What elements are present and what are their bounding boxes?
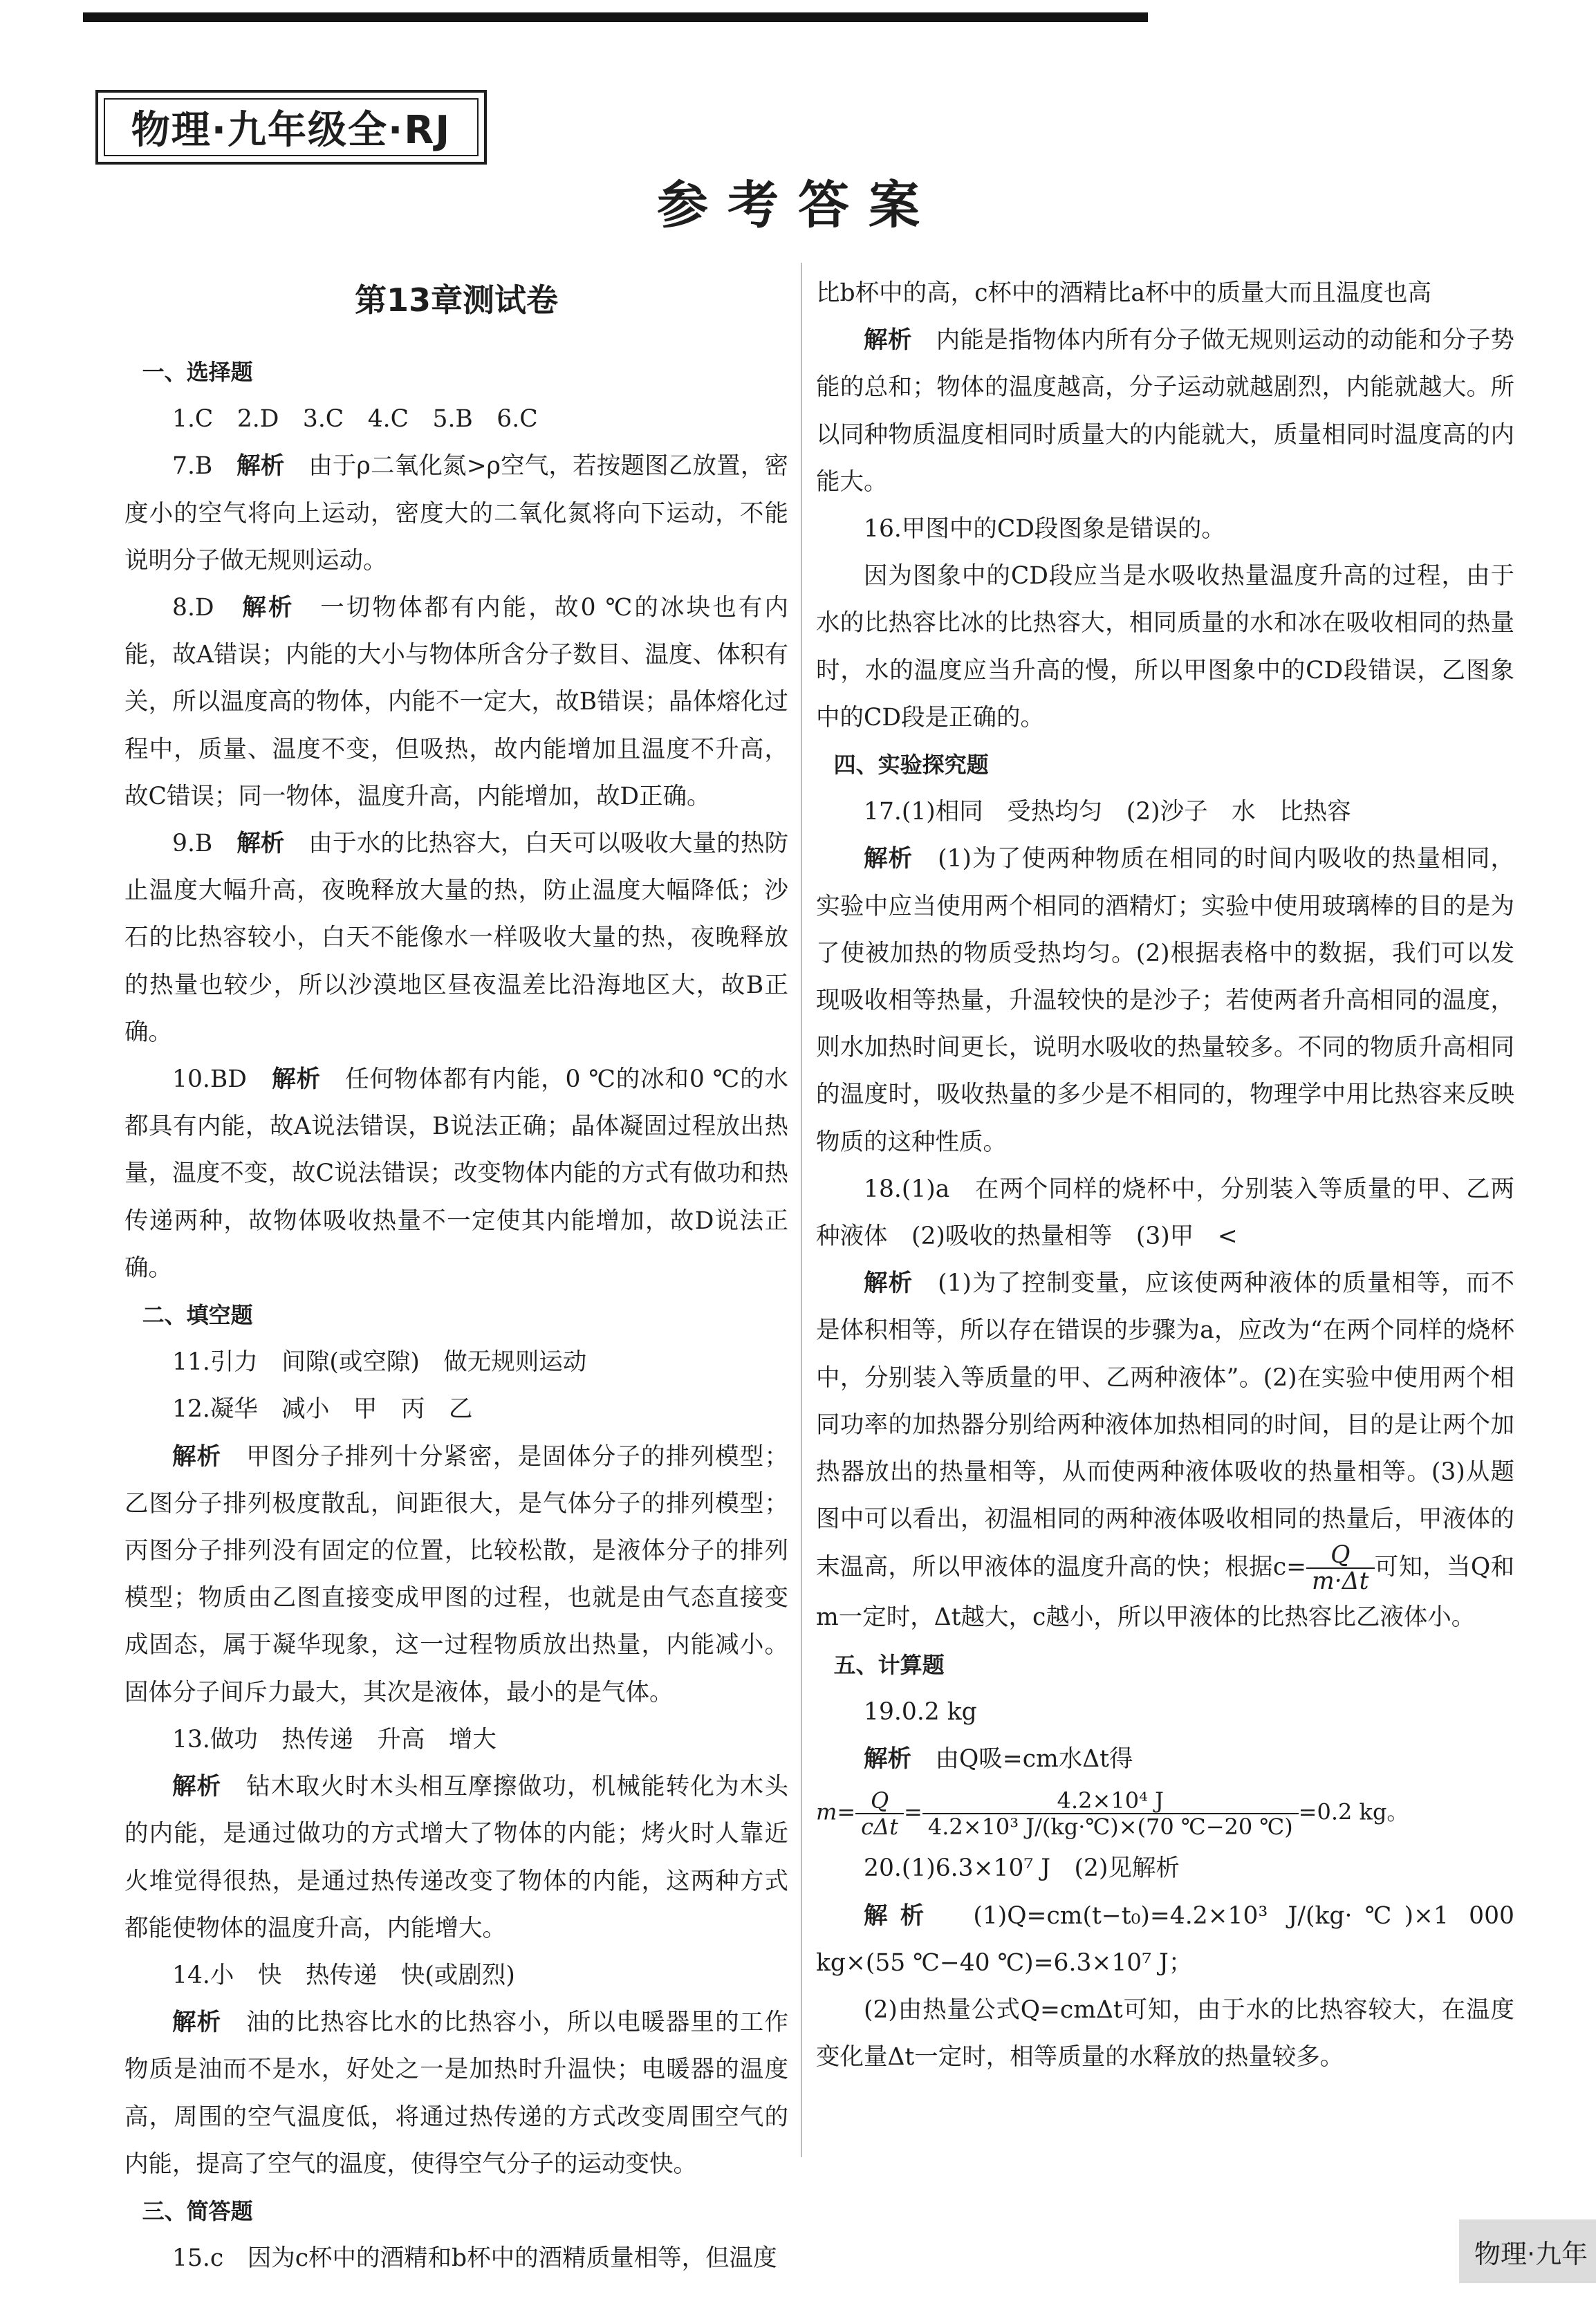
equation-19 (816, 1783, 1514, 1845)
fraction (922, 1788, 1299, 1839)
analysis-label: 解析 (864, 1901, 937, 1930)
answer-number: 7.B (172, 452, 213, 481)
answer-14: 14.小 快 热传递 快(或剧烈) (172, 1961, 515, 1989)
equation-part: m= (816, 1798, 856, 1825)
fraction-denominator: cΔt (861, 1814, 899, 1841)
analysis-18 (816, 1260, 1514, 1641)
analysis-20 (816, 1892, 1514, 1986)
analysis-17 (816, 835, 1514, 1165)
analysis-label: 解析 (172, 1442, 222, 1471)
answer-1-6: 1.C 2.D 3.C 4.C 5.B 6.C (172, 405, 538, 434)
page-title: 参考答案 (657, 176, 939, 235)
section-heading: 二、填空题 (142, 1302, 253, 1329)
analysis-label: 解析 (172, 2009, 222, 2037)
answer-10 (124, 1056, 788, 1292)
analysis-text: (1)为了使两种物质在相同的时间内吸收的热量相同，实验中应当使用两个相同的酒精灯；实验中使用玻璃棒的目的是为了使被加热的物质受热均匀。(2)根据表格中的数据，我们可以发现吸收相等热量，升温较快的是沙子；若使两者升高相同的温度，则水加热时间更长，说明水吸收的热量较多。不同的物质升高相同的温度时，吸收热量的多少是不相同的，物理学中用比热容来反映物质的这种性质。 (816, 845, 1514, 1156)
top-rule (83, 12, 1148, 22)
analysis-text: 油的比热容比水的比热容小，所以电暖器里的工作物质是油而不是水，好处之一是加热时升温快；电暖器的温度高，周围的空气温度低，将通过热传递的方式改变周围空气的内能，提高了空气的温度，使得空气分子的运动变快。 (124, 2009, 788, 2178)
answer-number: 8.D (172, 594, 214, 622)
fraction-numerator: Q (1306, 1543, 1374, 1569)
answer-18: 18.(1)a 在两个同样的烧杯中，分别装入等质量的甲、乙两种液体 (2)吸收的热量相等 (3)甲 < (816, 1175, 1514, 1251)
analysis-label: 解析 (242, 594, 295, 622)
analysis-text: 内能是指物体内所有分子做无规则运动的动能和分子势能的总和；物体的温度越高，分子运动就越剧烈，内能就越大。所以同种物质温度相同时质量大的内能就大，质量相同时温度高的内能大。 (816, 326, 1515, 496)
analysis-text: 一切物体都有内能，故0 ℃的冰块也有内能，故A错误；内能的大小与物体所含分子数目、温度、体积有关，所以温度高的物体，内能不一定大，故B错误；晶体熔化过程中，质量、温度不变，但吸热，故内能增加且温度不升高，故C错误；同一物体，温度升高，内能增加，故D正确。 (124, 594, 789, 810)
answer-13: 13.做功 热传递 升高 增大 (172, 1725, 497, 1753)
fraction-numerator: 4.2×10⁴ J (922, 1788, 1299, 1814)
section-heading: 四、实验探究题 (833, 752, 989, 779)
equation-part: =0.2 kg。 (1298, 1798, 1409, 1825)
answer-7 (124, 443, 788, 584)
answer-11: 11.引力 间隙(或空隙) 做无规则运动 (172, 1348, 587, 1377)
fraction (1306, 1543, 1374, 1594)
analysis-19 (816, 1735, 1514, 1783)
analysis-label: 解析 (172, 1773, 222, 1801)
footer-label: 物理·九年 (1459, 2219, 1596, 2283)
analysis-text: (1)为了控制变量，应该使两种液体的质量相等，而不是体积相等，所以存在错误的步骤为a，应改为“在两个同样的烧杯中，分别装入等质量的甲、乙两种液体”。(2)在实验中使用两个相同功率的加热器分别给两种液体加热相同的时间，目的是让两个加热器放出的热量相等，从而使两种液体吸收的热量相等。(3)从题图中可以看出，初温相同的两种液体吸收相同的热量后，甲液体的末温高，所以甲液体的温度升高的快；根据c= (816, 1269, 1514, 1581)
analysis-13 (124, 1763, 788, 1952)
answer-12: 12.凝华 减小 甲 丙 乙 (172, 1395, 473, 1424)
analysis-20-part-2: (2)由热量公式Q=cmΔt可知，由于水的比热容较大，在温度变化量Δt一定时，相等质量的水释放的热量较多。 (816, 1995, 1514, 2072)
fraction-numerator: Q (855, 1788, 904, 1814)
analysis-text: 甲图分子排列十分紧密，是固体分子的排列模型；乙图分子排列极度散乱，间距很大，是气体分子的排列模型；丙图分子排列没有固定的位置，比较松散，是液体分子的排列模型；物质由乙图直接变成甲图的过程，也就是由气态直接变成固态，属于凝华现象，这一过程物质放出热量，内能减小。固体分子间斥力最大，其次是液体，最小的是气体。 (124, 1442, 788, 1706)
answer-15: 15.c 因为c杯中的酒精和b杯中的酒精质量相等，但温度 (172, 2244, 777, 2273)
analysis-text: 由于ρ二氧化氮>ρ空气，若按题图乙放置，密度小的空气将向上运动，密度大的二氧化氮将向下运动，不能说明分子做无规则运动。 (124, 452, 789, 575)
subject-tag (95, 90, 487, 165)
analysis-label: 解析 (864, 1745, 911, 1774)
analysis-text: (1)Q=cm(t−t₀)=4.2×10³ J/(kg·℃)×1 000 kg×(55 ℃−40 ℃)=6.3×10⁷ J； (816, 1901, 1515, 1977)
fraction-denominator: m·Δt (1312, 1567, 1369, 1596)
equation-part: = (904, 1798, 922, 1825)
analysis-text: 钻木取火时木头相互摩擦做功，机械能转化为木头的内能，是通过做功的方式增大了物体的内能；烤火时人靠近火堆觉得很热，是通过热传递改变了物体的内能，这两种方式都能使物体的温度升高，内能增大。 (124, 1773, 788, 1942)
analysis-label: 解析 (236, 452, 285, 481)
chapter-title: 第13章测试卷 (354, 281, 558, 319)
answer-8 (124, 584, 788, 820)
right-column (816, 270, 1514, 2081)
analysis-16: 因为图象中的CD段应当是水吸收热量温度升高的过程，由于水的比热容比冰的比热容大，相同质量的水和冰在吸收相同的热量时，水的温度应当升高的慢，所以甲图象中的CD段错误，乙图象中的CD段是正确的。 (816, 562, 1514, 732)
subject-tag-text: 物理·九年级全·RJ (131, 108, 452, 153)
left-column (124, 270, 788, 2282)
section-heading: 五、计算题 (833, 1651, 945, 1678)
section-heading: 三、简答题 (142, 2197, 253, 2224)
analysis-text: 由Q吸=cm水Δt得 (935, 1745, 1133, 1774)
analysis-label: 解析 (864, 845, 913, 873)
answer-20: 20.(1)6.3×10⁷ J (2)见解析 (864, 1854, 1180, 1883)
answer-19: 19.0.2 kg (864, 1697, 977, 1726)
analysis-12 (124, 1433, 788, 1716)
column-divider (801, 263, 802, 2157)
analysis-label: 解析 (864, 326, 912, 355)
analysis-15 (816, 317, 1514, 505)
answer-16: 16.甲图中的CD段图象是错误的。 (864, 515, 1225, 543)
answer-15-continued: 比b杯中的高，c杯中的酒精比a杯中的质量大而且温度也高 (816, 279, 1431, 307)
answer-number: 10.BD (172, 1065, 247, 1094)
analysis-text: 可知，当Q和m一定时，Δt越大，c越小，所以甲液体的比热容比乙液体小。 (816, 1553, 1514, 1632)
analysis-label: 解析 (864, 1269, 913, 1298)
analysis-text: 任何物体都有内能，0 ℃的冰和0 ℃的水都具有内能，故A说法错误，B说法正确；晶体凝固过程放出热量，温度不变，故C说法错误；改变物体内能的方式有做功和热传递两种，故物体吸收热量不一定使其内能增加，故D说法正确。 (124, 1065, 788, 1282)
analysis-label: 解析 (272, 1065, 321, 1094)
analysis-label: 解析 (236, 830, 285, 858)
answer-number: 9.B (172, 830, 213, 858)
fraction-denominator: 4.2×10³ J/(kg·℃)×(70 ℃−20 ℃) (927, 1814, 1293, 1841)
section-heading: 一、选择题 (142, 359, 253, 385)
analysis-text: 由于水的比热容大，白天可以吸收大量的热防止温度大幅升高，夜晚释放大量的热，防止温度大幅降低；沙石的比热容较小，白天不能像水一样吸收大量的热，夜晚释放的热量也较少，所以沙漠地区昼夜温差比沿海地区大，故B正确。 (124, 830, 789, 1046)
analysis-14 (124, 1999, 788, 2188)
answer-9 (124, 820, 788, 1056)
answer-17: 17.(1)相同 受热均匀 (2)沙子 水 比热容 (864, 798, 1351, 826)
fraction (855, 1788, 904, 1839)
